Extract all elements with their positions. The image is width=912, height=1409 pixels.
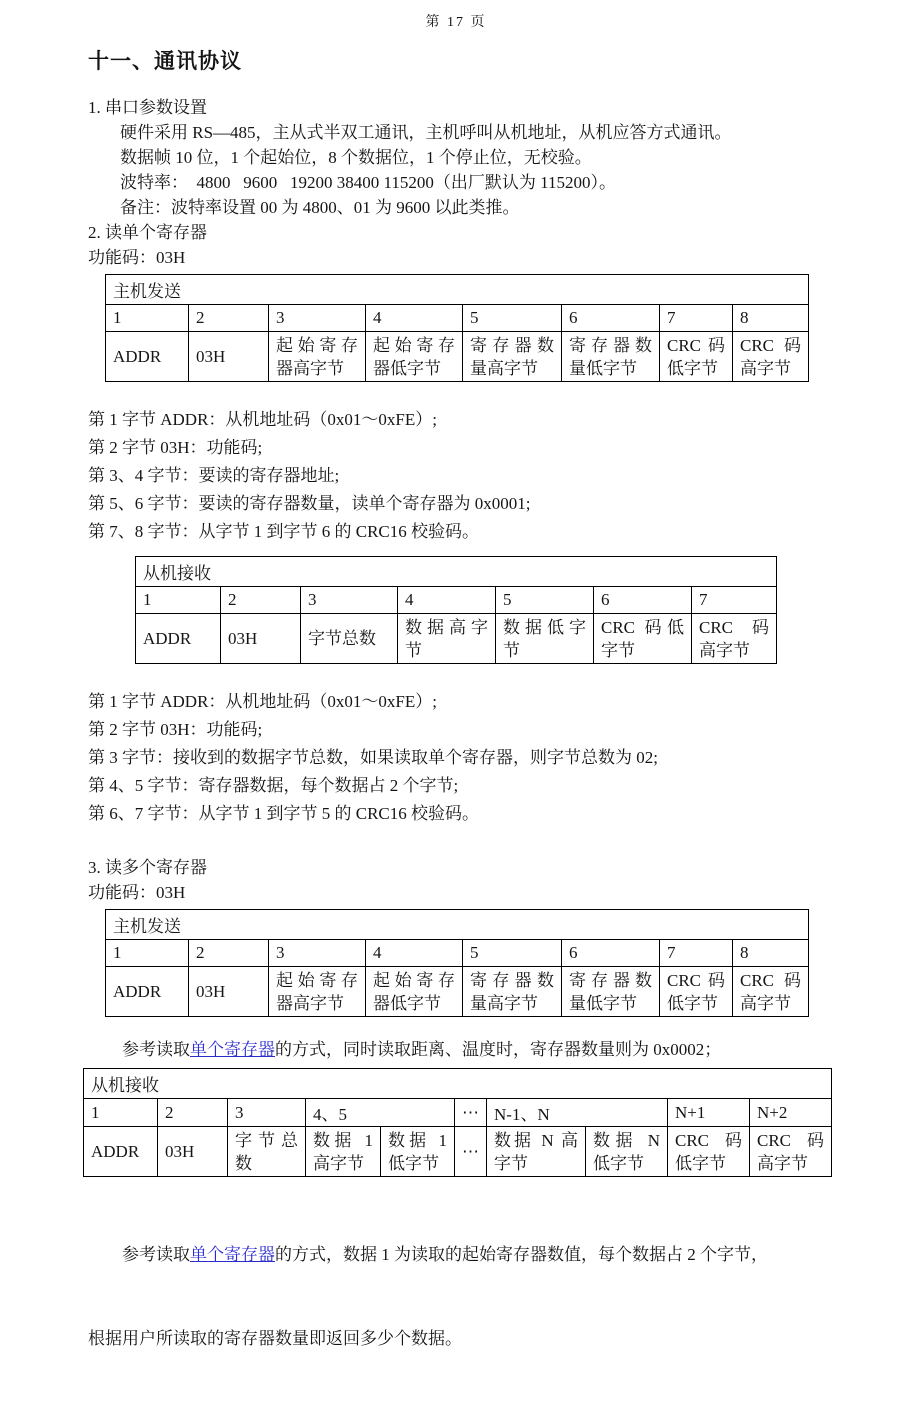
- col-number: 2: [221, 587, 301, 614]
- table-caption: 主机发送: [106, 275, 809, 305]
- table-cell: 字节总数: [301, 614, 398, 664]
- table-cell: 字节总数: [228, 1127, 306, 1177]
- col-number: 6: [594, 587, 692, 614]
- multi-register-host-send-table: [105, 909, 809, 1017]
- col-number: N-1、N: [487, 1099, 668, 1127]
- table-cell: 数据 N 低字节: [586, 1127, 668, 1177]
- col-number: 1: [106, 305, 189, 332]
- byte-note: 第 5、6 字节：要读的寄存器数量，读单个寄存器为 0x0001;: [88, 494, 531, 513]
- closing-note-prefix: 参考读取: [122, 1245, 190, 1264]
- closing-note-line2: 根据用户所读取的寄存器数量即返回多少个数据。: [88, 1329, 462, 1348]
- col-number: 3: [301, 587, 398, 614]
- page-title: 十一、通讯协议: [88, 49, 242, 73]
- byte-note: 第 2 字节 03H：功能码;: [88, 720, 263, 739]
- table-cell: CRC 码低字节: [594, 614, 692, 664]
- byte-note: 第 4、5 字节：寄存器数据，每个数据占 2 个字节;: [88, 776, 459, 795]
- reference-note-prefix: 参考读取: [122, 1040, 190, 1059]
- table-cell: 起始寄存器高字节: [269, 332, 366, 382]
- ellipsis-col-number: ⋯: [455, 1099, 487, 1127]
- byte-note: 第 1 字节 ADDR：从机地址码（0x01～0xFE）;: [88, 692, 437, 711]
- table-cell: 03H: [189, 967, 269, 1017]
- section1-line: 硬件采用 RS—485，主从式半双工通讯，主机呼叫从机地址，从机应答方式通讯。: [120, 123, 732, 142]
- byte-note: 第 3、4 字节：要读的寄存器地址;: [88, 466, 340, 485]
- section1-line: 波特率： 4800 9600 19200 38400 115200（出厂默认为 115200）。: [120, 173, 616, 192]
- col-number: N+1: [668, 1099, 750, 1127]
- byte-note: 第 7、8 字节：从字节 1 到字节 6 的 CRC16 校验码。: [88, 522, 480, 541]
- closing-note: [88, 1185, 912, 1409]
- table-cell: CRC 码高字节: [733, 967, 809, 1017]
- section1-line: 备注：波特率设置 00 为 4800、01 为 9600 以此类推。: [120, 198, 520, 217]
- table-cell: CRC 码高字节: [733, 332, 809, 382]
- table-caption: 从机接收: [136, 557, 777, 587]
- col-number: 2: [158, 1099, 228, 1127]
- col-number: 4: [398, 587, 496, 614]
- table-cell: 数据高字节: [398, 614, 496, 664]
- col-number: 3: [269, 305, 366, 332]
- col-number: 2: [189, 940, 269, 967]
- col-number: 4: [366, 305, 463, 332]
- table-cell: 寄存器数量低字节: [562, 967, 660, 1017]
- table-cell: 寄存器数量低字节: [562, 332, 660, 382]
- col-number: 3: [228, 1099, 306, 1127]
- col-number: 2: [189, 305, 269, 332]
- byte-note: 第 2 字节 03H：功能码;: [88, 438, 263, 457]
- table-cell: 寄存器数量高字节: [463, 332, 562, 382]
- col-number: 6: [562, 305, 660, 332]
- table-cell: CRC 码低字节: [660, 332, 733, 382]
- single-register-slave-receive-table: [135, 556, 777, 664]
- section3-function-code: 功能码：03H: [88, 883, 186, 902]
- table-cell: ADDR: [136, 614, 221, 664]
- col-number: 1: [106, 940, 189, 967]
- table-cell: 寄存器数量高字节: [463, 967, 562, 1017]
- table-cell: ADDR: [106, 332, 189, 382]
- page-number: 第 17 页: [425, 15, 487, 30]
- col-number: N+2: [750, 1099, 832, 1127]
- col-number: 4: [366, 940, 463, 967]
- single-register-link[interactable]: 单个寄存器: [190, 1040, 275, 1059]
- table-cell: ADDR: [106, 967, 189, 1017]
- col-number: 7: [692, 587, 777, 614]
- col-number: 3: [269, 940, 366, 967]
- section2-function-code: 功能码：03H: [88, 248, 186, 267]
- table-cell: 起始寄存器低字节: [366, 967, 463, 1017]
- table-cell: 数据低字节: [496, 614, 594, 664]
- single-register-link[interactable]: 单个寄存器: [190, 1245, 275, 1264]
- table-cell: 数据 1 高字节: [306, 1127, 381, 1177]
- multi-register-slave-receive-table: [83, 1068, 832, 1177]
- table-cell: 数据 N 高字节: [487, 1127, 586, 1177]
- closing-note-line1: [88, 1241, 912, 1269]
- reference-note-rest: 的方式，同时读取距离、温度时，寄存器数量则为 0x0002；: [275, 1040, 722, 1059]
- col-number: 6: [562, 940, 660, 967]
- col-number: 1: [136, 587, 221, 614]
- closing-note-rest: 的方式，数据 1 为读取的起始寄存器数值，每个数据占 2 个字节，: [275, 1245, 768, 1264]
- ellipsis-cell: ⋯: [455, 1127, 487, 1177]
- table-cell: 03H: [158, 1127, 228, 1177]
- table-cell: 03H: [221, 614, 301, 664]
- table-cell: 03H: [189, 332, 269, 382]
- col-number: 7: [660, 940, 733, 967]
- col-number: 5: [463, 940, 562, 967]
- byte-note: 第 1 字节 ADDR：从机地址码（0x01～0xFE）;: [88, 410, 437, 429]
- col-number: 5: [496, 587, 594, 614]
- single-register-host-send-table: [105, 274, 809, 382]
- section1-heading: 1. 串口参数设置: [88, 98, 207, 117]
- table-caption: 从机接收: [84, 1069, 832, 1099]
- col-number: 1: [84, 1099, 158, 1127]
- reference-note: [88, 1037, 912, 1062]
- table-cell: 起始寄存器高字节: [269, 967, 366, 1017]
- table-cell: CRC 码低字节: [660, 967, 733, 1017]
- table-cell: ADDR: [84, 1127, 158, 1177]
- col-number: 8: [733, 305, 809, 332]
- section1-line: 数据帧 10 位，1 个起始位，8 个数据位，1 个停止位，无校验。: [120, 148, 592, 167]
- byte-note: 第 3 字节：接收到的数据字节总数，如果读取单个寄存器，则字节总数为 02;: [88, 748, 658, 767]
- table-caption: 主机发送: [106, 910, 809, 940]
- table-cell: 起始寄存器低字节: [366, 332, 463, 382]
- col-number: 7: [660, 305, 733, 332]
- col-number: 8: [733, 940, 809, 967]
- col-number: 4、5: [306, 1099, 455, 1127]
- table-cell: 数据 1 低字节: [381, 1127, 455, 1177]
- table-cell: CRC 码高字节: [750, 1127, 832, 1177]
- section3-heading: 3. 读多个寄存器: [88, 858, 207, 877]
- table-cell: CRC 码高字节: [692, 614, 777, 664]
- byte-note: 第 6、7 字节：从字节 1 到字节 5 的 CRC16 校验码。: [88, 804, 480, 823]
- col-number: 5: [463, 305, 562, 332]
- section2-heading: 2. 读单个寄存器: [88, 223, 207, 242]
- table-cell: CRC 码低字节: [668, 1127, 750, 1177]
